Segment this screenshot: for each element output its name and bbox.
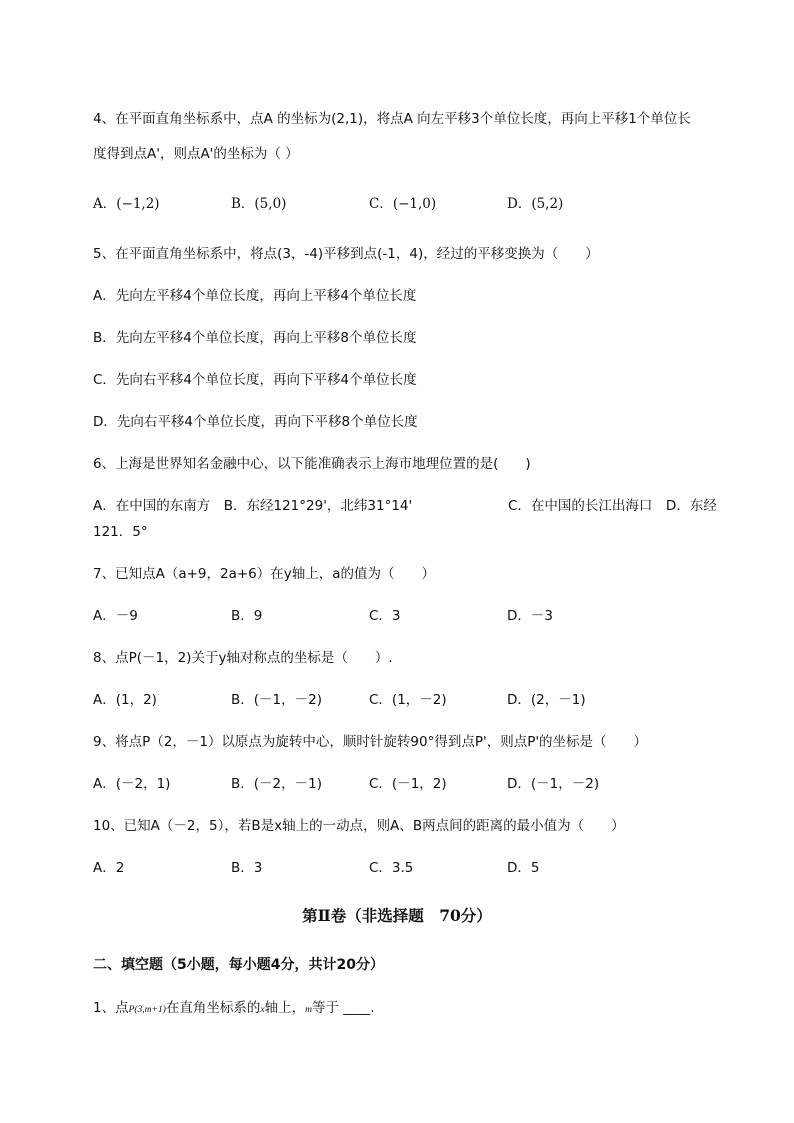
fill-question-1 xyxy=(93,996,375,1016)
section-title: 第Ⅱ卷（非选择题 70分） xyxy=(302,906,492,925)
q7-option-b: B．9 xyxy=(231,608,263,624)
question-4-line-1: 4、在平面直角坐标系中，点A 的坐标为(2,1)，将点A 向左平移3个单位长度，再向上平移1个单位长 xyxy=(93,111,691,127)
q9-option-b: B．(－2，－1) xyxy=(231,776,322,792)
q8-option-d: D．(2，－1) xyxy=(507,692,586,708)
q6-options-cd: C．在中国的长江出海口 D．东经 xyxy=(508,498,717,514)
q9-option-d: D．(－1，－2) xyxy=(507,776,600,792)
question-6-stem: 6、上海是世界知名金融中心，以下能准确表示上海市地理位置的是( ) xyxy=(93,456,531,472)
q5-option-b: B．先向左平移4个单位长度，再向上平移8个单位长度 xyxy=(93,330,417,346)
question-9-stem: 9、将点P（2，－1）以原点为旋转中心，顺时针旋转90°得到点P'，则点P'的坐标是（ ） xyxy=(93,734,648,750)
question-8-options xyxy=(93,688,733,708)
q7-option-d: D．－3 xyxy=(507,608,553,624)
question-7-options xyxy=(93,604,733,624)
q8-option-a: A．(1，2) xyxy=(93,692,157,708)
question-10-stem: 10、已知A（－2，5），若B是x轴上的一动点，则A、B两点间的距离的最小值为（ ） xyxy=(93,818,625,834)
q5-option-c: C．先向右平移4个单位长度，再向下平移4个单位长度 xyxy=(93,372,417,388)
q6-option-d-continued: 121．5° xyxy=(93,524,148,540)
q9-option-c: C．(－1，2) xyxy=(369,776,447,792)
fill-1-suffix: 等于 ____. xyxy=(311,1000,375,1016)
fill-1-axis: x xyxy=(260,1005,265,1015)
fill-1-middle2: 轴上， xyxy=(264,1000,306,1016)
question-9-options xyxy=(93,772,733,792)
question-10-options xyxy=(93,856,733,876)
q7-option-a: A．－9 xyxy=(93,608,138,624)
q4-option-d: D．(5,2) xyxy=(507,196,564,212)
q9-option-a: A．(－2，1) xyxy=(93,776,171,792)
q10-option-d: D．5 xyxy=(507,860,540,876)
question-4-line-2: 度得到点A'，则点A'的坐标为（ ） xyxy=(93,146,299,162)
q4-option-c: C．(−1,0) xyxy=(369,196,437,212)
q8-option-c: C．(1，－2) xyxy=(369,692,447,708)
fill-1-middle: 在直角坐标系的 xyxy=(165,1000,261,1016)
question-5-stem: 5、在平面直角坐标系中，将点(3，-4)平移到点(-1，4)，经过的平移变换为（ ） xyxy=(93,246,599,262)
q10-option-a: A．2 xyxy=(93,860,125,876)
q10-option-b: B．3 xyxy=(231,860,263,876)
question-8-stem: 8、点P(－1，2)关于y轴对称点的坐标是（ ）. xyxy=(93,650,393,666)
q4-option-b: B．(5,0) xyxy=(231,196,287,212)
q5-option-d: D．先向右平移4个单位长度，再向下平移8个单位长度 xyxy=(93,414,418,430)
q5-option-a: A．先向左平移4个单位长度，再向上平移4个单位长度 xyxy=(93,288,417,304)
q7-option-c: C．3 xyxy=(369,608,401,624)
q4-option-a: A．(−1,2) xyxy=(93,196,160,212)
question-4-options xyxy=(93,192,733,212)
q6-options-ab: A．在中国的东南方 B．东经121°29'，北纬31°14' xyxy=(93,498,413,514)
fill-1-prefix: 1、点 xyxy=(93,1000,129,1016)
question-7-stem: 7、已知点A（a+9，2a+6）在y轴上，a的值为（ ） xyxy=(93,566,436,582)
fill-1-var: m xyxy=(305,1005,312,1015)
fill-1-point: P(3,m+1) xyxy=(128,1005,166,1015)
q8-option-b: B．(－1，－2) xyxy=(231,692,322,708)
q10-option-c: C．3.5 xyxy=(369,860,414,876)
part-heading: 二、填空题（5小题，每小题4分，共计20分） xyxy=(93,957,384,973)
